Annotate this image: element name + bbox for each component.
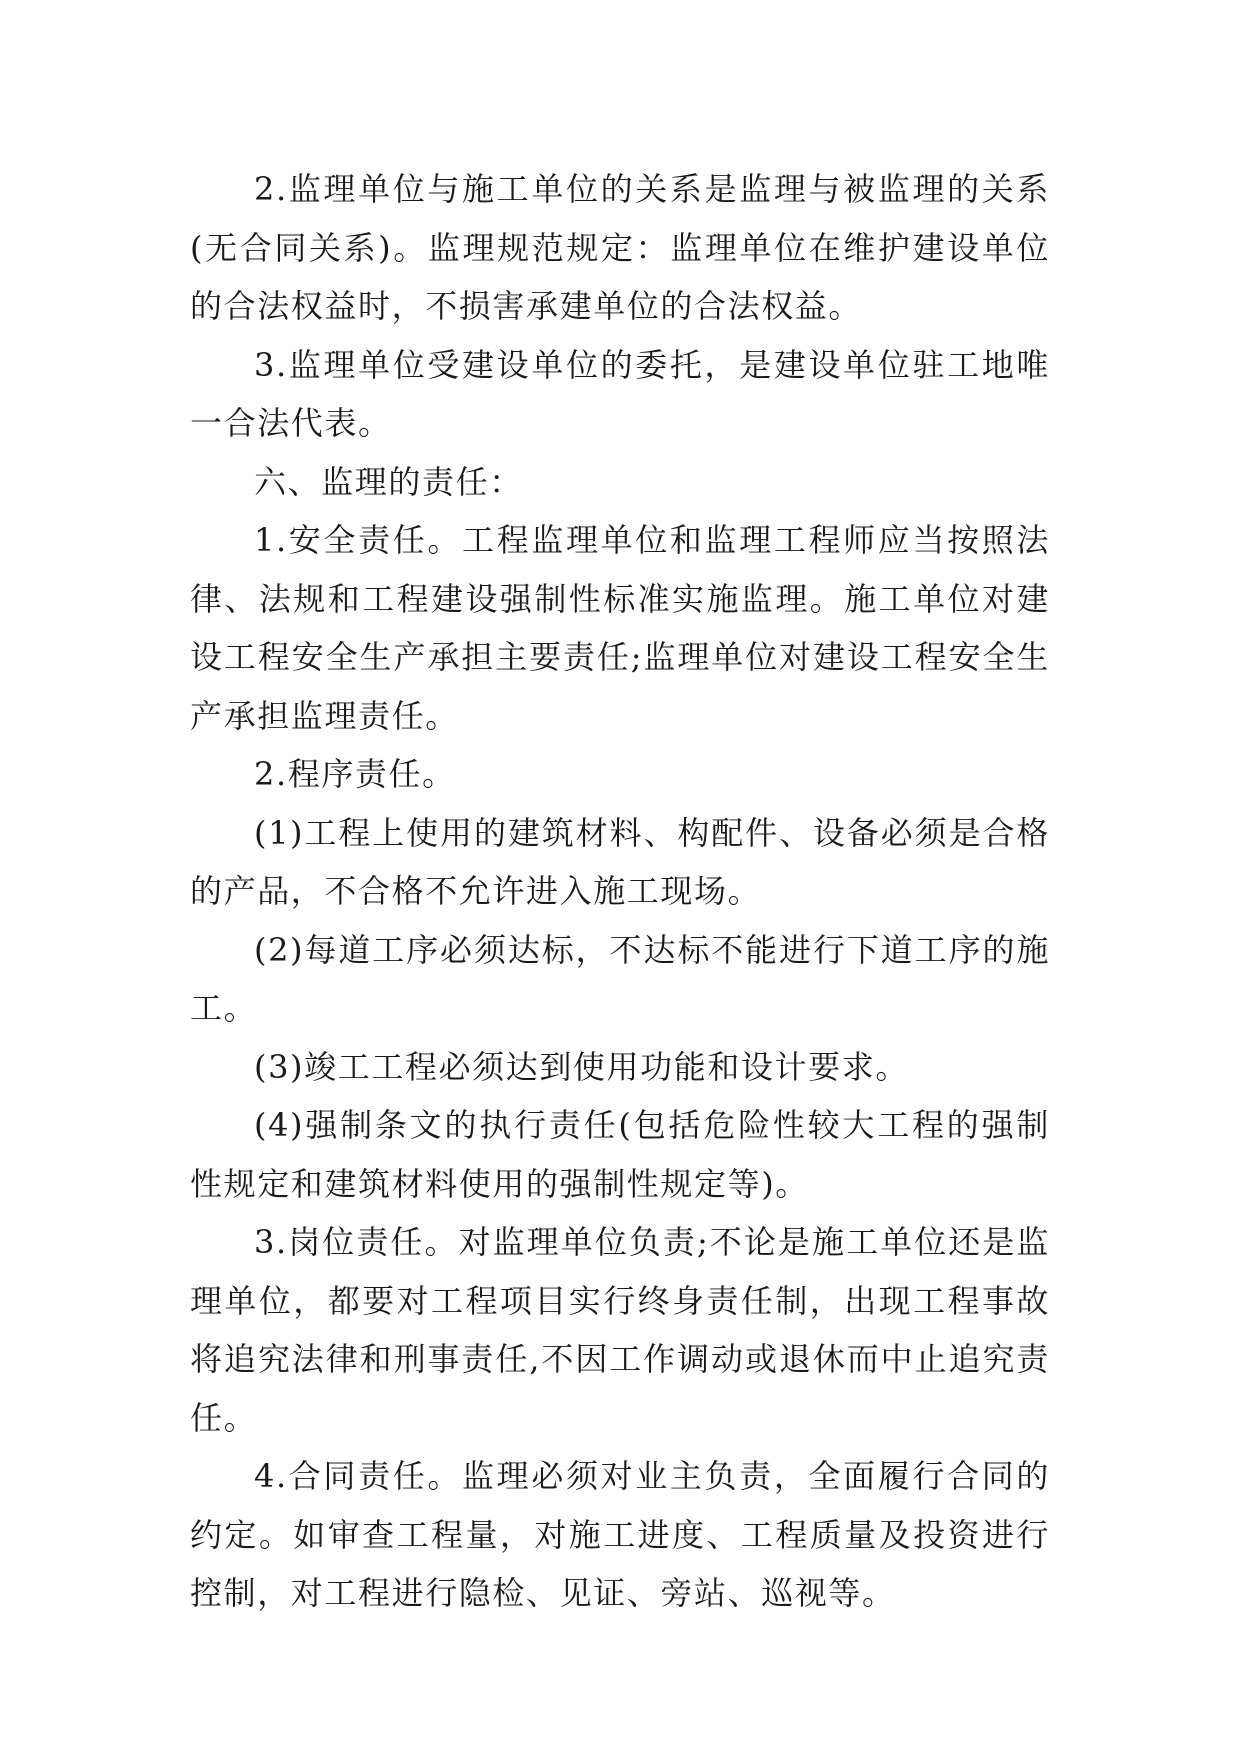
paragraph-procedure-item-4: (4)强制条文的执行责任(包括危险性较大工程的强制性规定和建筑材料使用的强制性规定等)。 xyxy=(190,1106,1050,1203)
paragraph-owner-representative: 3.监理单位受建设单位的委托，是建设单位驻工地唯一合法代表。 xyxy=(190,345,1050,442)
paragraph-contract-responsibility: 4.合同责任。监理必须对业主负责，全面履行合同的约定。如审查工程量，对施工进度、工程质量及投资进行控制，对工程进行隐检、见证、旁站、巡视等。 xyxy=(190,1457,1050,1612)
section-heading-responsibilities: 六、监理的责任： xyxy=(254,462,523,501)
paragraph-safety-responsibility: 1.安全责任。工程监理单位和监理工程师应当按照法律、法规和工程建设强制性标准实施监理。施工单位对建设工程安全生产承担主要责任;监理单位对建设工程安全生产承担监理责任。 xyxy=(190,521,1050,735)
document-body xyxy=(190,160,1050,1623)
paragraph-procedure-responsibility: 2.程序责任。 xyxy=(254,755,456,793)
paragraph-procedure-item-3: (3)竣工工程必须达到使用功能和设计要求。 xyxy=(254,1047,909,1086)
paragraph-procedure-item-1: (1)工程上使用的建筑材料、构配件、设备必须是合格的产品，不合格不允许进入施工现场。 xyxy=(190,813,1050,910)
paragraph-supervision-construction-relation: 2.监理单位与施工单位的关系是监理与被监理的关系(无合同关系)。监理规范规定：监理单位在维护建设单位的合法权益时，不损害承建单位的合法权益。 xyxy=(190,170,1050,325)
paragraph-procedure-item-2: (2)每道工序必须达标，不达标不能进行下道工序的施工。 xyxy=(190,930,1050,1027)
paragraph-post-responsibility: 3.岗位责任。对监理单位负责;不论是施工单位还是监理单位，都要对工程项目实行终身责任制，出现工程事故将追究法律和刑事责任,不因工作调动或退休而中止追究责任。 xyxy=(190,1223,1050,1437)
